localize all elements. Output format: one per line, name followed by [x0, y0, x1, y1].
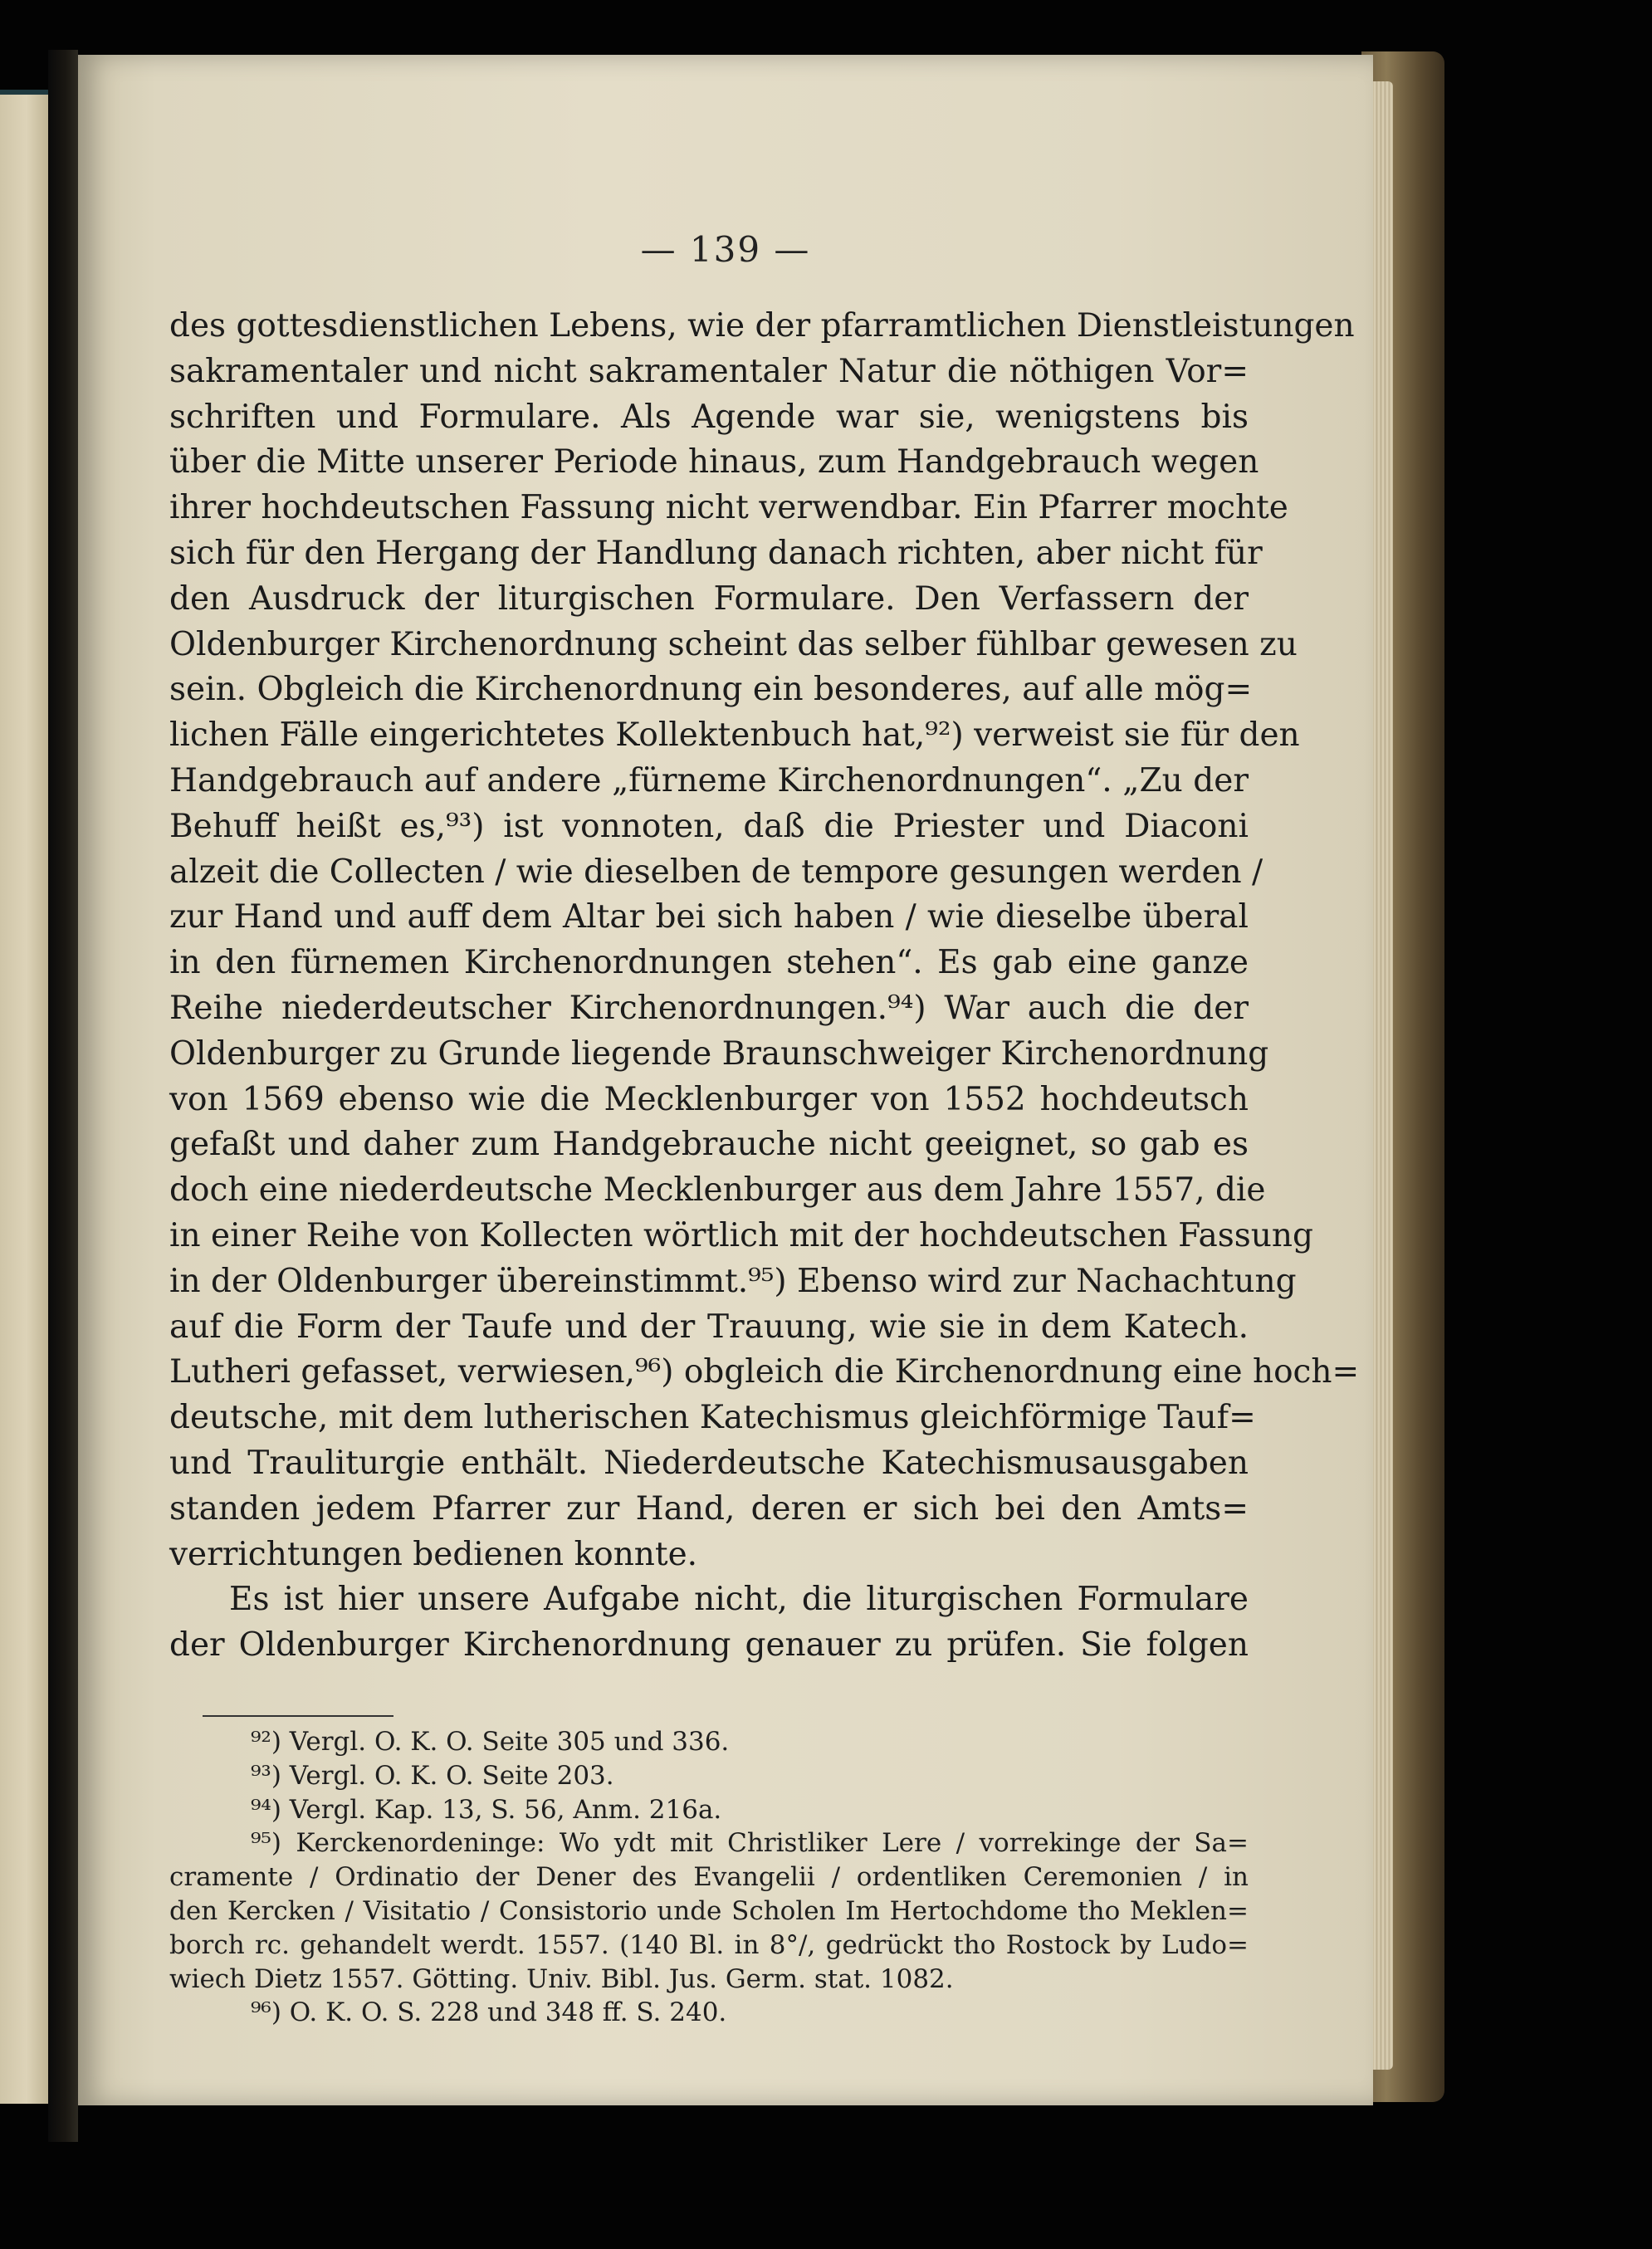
body-line: Oldenburger Kirchenordnung scheint das selber fühlbar gewesen zu: [169, 625, 1298, 663]
body-line: auf die Form der Taufe und der Trauung, wie sie in dem Katech.: [169, 1308, 1249, 1346]
body-line: verrichtungen bedienen konnte.: [169, 1535, 698, 1573]
body-line: ihrer hochdeutschen Fassung nicht verwendbar. Ein Pfarrer mochte: [169, 489, 1288, 527]
body-line: Behuff heißt es,⁹³) ist vonnoten, daß die Priester und Diaconi: [169, 807, 1249, 845]
body-line: schriften und Formulare. Als Agende war sie, wenigstens bis: [169, 398, 1249, 436]
previous-page-edge: [0, 90, 48, 2104]
body-line: des gottesdienstlichen Lebens, wie der pfarramtlichen Dienstleistungen: [169, 307, 1355, 345]
footnote-line: den Kercken / Visitatio / Consistorio unde Scholen Im Hertochdome tho Meklen=: [169, 1895, 1249, 1926]
body-line: sakramentaler und nicht sakramentaler Natur die nöthigen Vor=: [169, 352, 1249, 390]
body-line: der Oldenburger Kirchenordnung genauer zu prüfen. Sie folgen: [169, 1626, 1249, 1665]
body-line: in der Oldenburger übereinstimmt.⁹⁵) Ebenso wird zur Nachachtung: [169, 1262, 1297, 1300]
footnote-line: borch rc. gehandelt werdt. 1557. (140 Bl. in 8°/, gedrückt tho Rostock by Ludo=: [169, 1929, 1249, 1960]
body-line: sein. Obgleich die Kirchenordnung ein besonderes, auf alle mög=: [169, 671, 1253, 709]
body-line: den Ausdruck der liturgischen Formulare. Den Verfassern der: [169, 579, 1249, 618]
body-line: Oldenburger zu Grunde liegende Braunschweiger Kirchenordnung: [169, 1034, 1269, 1073]
body-line: standen jedem Pfarrer zur Hand, deren er sich bei den Amts=: [169, 1489, 1249, 1528]
footnote-line: ⁹⁵) Kerckenordeninge: Wo ydt mit Christliker Lere / vorrekinge der Sa=: [251, 1828, 1249, 1859]
body-text: [169, 304, 1360, 1669]
body-line: lichen Fälle eingerichtetes Kollektenbuch hat,⁹²) verweist sie für den: [169, 716, 1300, 755]
footnote-line: ⁹⁴) Vergl. Kap. 13, S. 56, Anm. 216a.: [251, 1794, 722, 1825]
book-gutter: [48, 50, 78, 2142]
printed-page: [78, 55, 1373, 2105]
footnote-line: wiech Dietz 1557. Götting. Univ. Bibl. Jus. Germ. stat. 1082.: [169, 1963, 954, 1994]
body-line: Lutheri gefasset, verwiesen,⁹⁶) obgleich die Kirchenordnung eine hoch=: [169, 1353, 1360, 1391]
body-line: zur Hand und auff dem Altar bei sich haben / wie dieselbe überal: [169, 898, 1249, 936]
footnote-line: ⁹²) Vergl. O. K. O. Seite 305 und 336.: [251, 1727, 730, 1757]
body-line: deutsche, mit dem lutherischen Katechismus gleichförmige Tauf=: [169, 1399, 1256, 1437]
body-line: und Trauliturgie enthält. Niederdeutsche Katechismusausgaben: [169, 1444, 1249, 1482]
footnote-line: ⁹⁶) O. K. O. S. 228 und 348 ff. S. 240.: [251, 1997, 727, 2028]
page-number: — 139 —: [640, 229, 811, 270]
body-line: Es ist hier unsere Aufgabe nicht, die liturgischen Formulare: [229, 1581, 1249, 1619]
footnotes: [169, 1725, 1249, 2030]
body-line: doch eine niederdeutsche Mecklenburger aus dem Jahre 1557, die: [169, 1171, 1266, 1210]
body-line: in den fürnemen Kirchenordnungen stehen“. Es gab eine ganze: [169, 944, 1249, 982]
footnote-rule: [203, 1715, 393, 1717]
body-line: in einer Reihe von Kollecten wörtlich mit der hochdeutschen Fassung: [169, 1216, 1313, 1254]
body-line: Handgebrauch auf andere „fürneme Kirchenordnungen“. „Zu der: [169, 761, 1249, 799]
body-line: über die Mitte unserer Periode hinaus, zum Handgebrauch wegen: [169, 443, 1259, 482]
footnote-line: cramente / Ordinatio der Dener des Evangelii / ordentliken Ceremonien / in: [169, 1862, 1249, 1893]
footnote-line: ⁹³) Vergl. O. K. O. Seite 203.: [251, 1760, 614, 1791]
body-line: gefaßt und daher zum Handgebrauche nicht geeignet, so gab es: [169, 1126, 1249, 1164]
body-line: alzeit die Collecten / wie dieselben de tempore gesungen werden /: [169, 853, 1263, 891]
body-line: von 1569 ebenso wie die Mecklenburger von 1552 hochdeutsch: [169, 1080, 1249, 1118]
body-line: sich für den Hergang der Handlung danach richten, aber nicht für: [169, 534, 1263, 572]
body-line: Reihe niederdeutscher Kirchenordnungen.⁹⁴) War auch die der: [169, 989, 1249, 1027]
